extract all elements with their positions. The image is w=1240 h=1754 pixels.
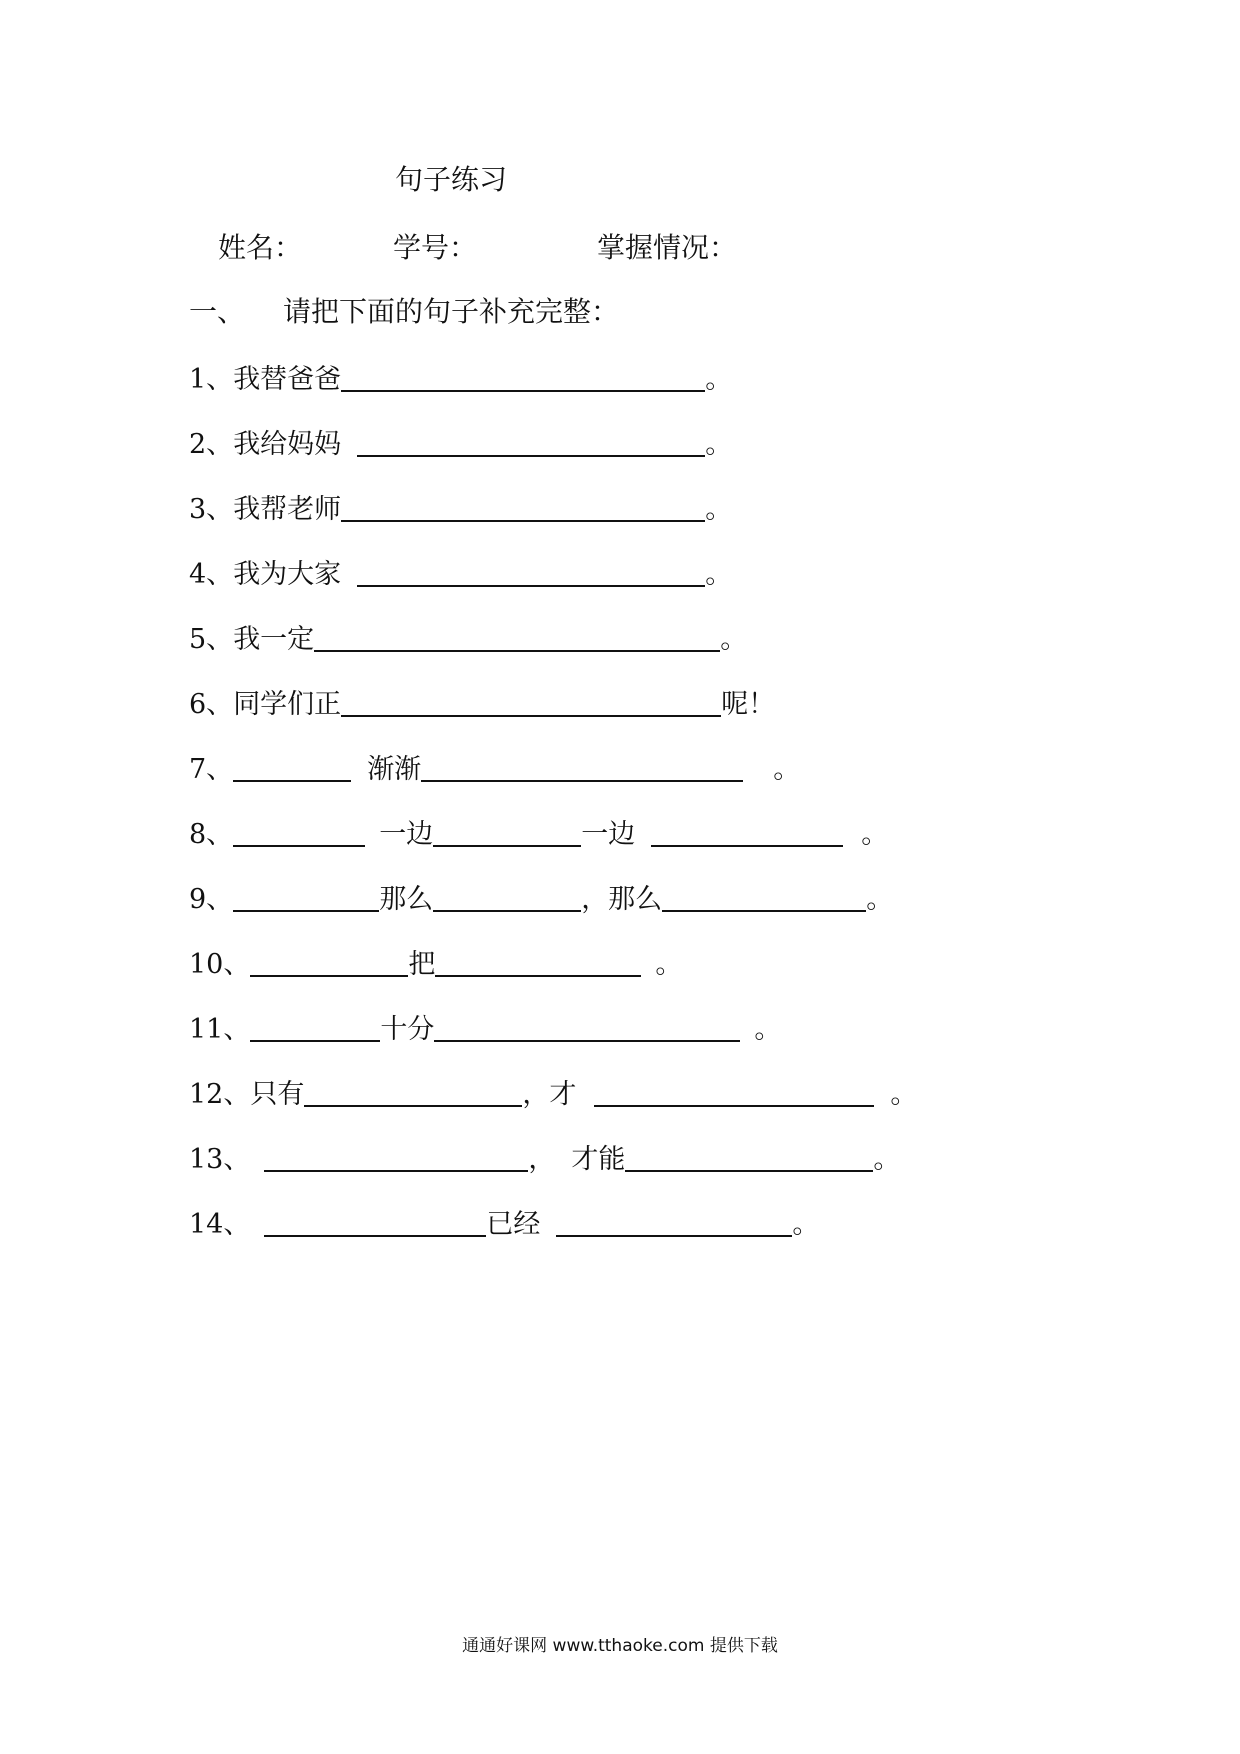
item-text: 已经 [486,1209,541,1240]
item-text: 一边 [581,819,636,850]
answer-blank[interactable] [233,880,379,912]
item-number: 13、 [189,1144,251,1175]
item-ending: 。 [873,1144,901,1175]
answer-blank[interactable] [625,1140,873,1172]
item-number: 12、 [189,1079,251,1110]
answer-blank[interactable] [357,555,705,587]
item-ending: 。 [861,819,889,850]
item-number: 4、 [189,559,234,590]
item-ending: 。 [866,884,894,915]
item-text: 只有 [250,1079,305,1110]
answer-blank[interactable] [662,880,866,912]
name-label: 姓名： [218,231,303,264]
exercise-item [189,1008,781,1048]
item-text: 才能 [571,1144,626,1175]
item-ending: 。 [705,429,733,460]
item-text: 我为大家 [233,559,342,590]
exercise-item [189,1073,917,1113]
answer-blank[interactable] [264,1140,528,1172]
item-text: 十分 [380,1014,435,1045]
item-ending: 。 [705,559,733,590]
item-number: 14、 [189,1209,251,1240]
exercise-item [189,748,800,788]
item-text: 我一定 [233,624,315,655]
exercise-item [189,553,732,593]
section-instruction: 请把下面的句子补充完整： [283,295,620,328]
item-text: 那么 [379,884,434,915]
item-ending: 。 [705,364,733,395]
answer-blank[interactable] [264,1205,486,1237]
answer-blank[interactable] [304,1075,522,1107]
item-number: 5、 [189,624,234,655]
answer-blank[interactable] [341,685,721,717]
item-text: 我给妈妈 [233,429,342,460]
exercise-item [189,618,747,658]
exercise-item [189,683,775,723]
answer-blank[interactable] [434,1010,740,1042]
answer-blank[interactable] [435,945,641,977]
answer-blank[interactable] [250,945,408,977]
item-number: 7、 [189,754,234,785]
item-number: 6、 [189,689,234,720]
answer-blank[interactable] [233,815,365,847]
answer-blank[interactable] [314,620,720,652]
item-text: ，才 [522,1079,577,1110]
item-text: 我帮老师 [233,494,342,525]
item-number: 2、 [189,429,234,460]
item-text: ， [528,1144,556,1175]
item-ending: 呢！ [721,689,776,720]
item-ending: 。 [754,1014,782,1045]
student-id-label: 学号： [393,231,478,264]
exercise-item [189,488,732,528]
item-text: 一边 [379,819,434,850]
item-ending: 。 [720,624,748,655]
exercise-item [189,358,732,398]
answer-blank[interactable] [594,1075,874,1107]
answer-blank[interactable] [357,425,705,457]
answer-blank[interactable] [341,360,705,392]
item-number: 1、 [189,364,234,395]
item-number: 11、 [189,1014,251,1045]
item-number: 3、 [189,494,234,525]
answer-blank[interactable] [421,750,743,782]
item-ending: 。 [792,1209,820,1240]
answer-blank[interactable] [233,750,351,782]
item-number: 10、 [189,949,251,980]
exercise-item [189,1203,819,1243]
exercise-item [189,943,682,983]
answer-blank[interactable] [341,490,705,522]
item-text: 渐渐 [367,754,422,785]
answer-blank[interactable] [433,880,581,912]
answer-blank[interactable] [556,1205,792,1237]
item-ending: 。 [773,754,801,785]
item-ending: 。 [890,1079,918,1110]
item-text: 把 [408,949,436,980]
item-text: 同学们正 [233,689,342,720]
item-text: 我替爸爸 [233,364,342,395]
answer-blank[interactable] [433,815,581,847]
answer-blank[interactable] [250,1010,380,1042]
section-heading [189,294,619,330]
page-title: 句子练习 [395,163,508,196]
item-ending: 。 [705,494,733,525]
footer-credit: 通通好课网 www.tthaoke.com 提供下载 [462,1636,778,1656]
exercise-item [189,423,732,463]
exercise-item [189,1138,900,1178]
item-ending: 。 [655,949,683,980]
mastery-label: 掌握情况： [597,231,738,264]
item-number: 8、 [189,819,234,850]
section-number: 一、 [189,295,246,328]
item-number: 9、 [189,884,234,915]
answer-blank[interactable] [651,815,843,847]
item-text: ，那么 [581,884,663,915]
exercise-item [189,813,888,853]
exercise-item [189,878,893,918]
